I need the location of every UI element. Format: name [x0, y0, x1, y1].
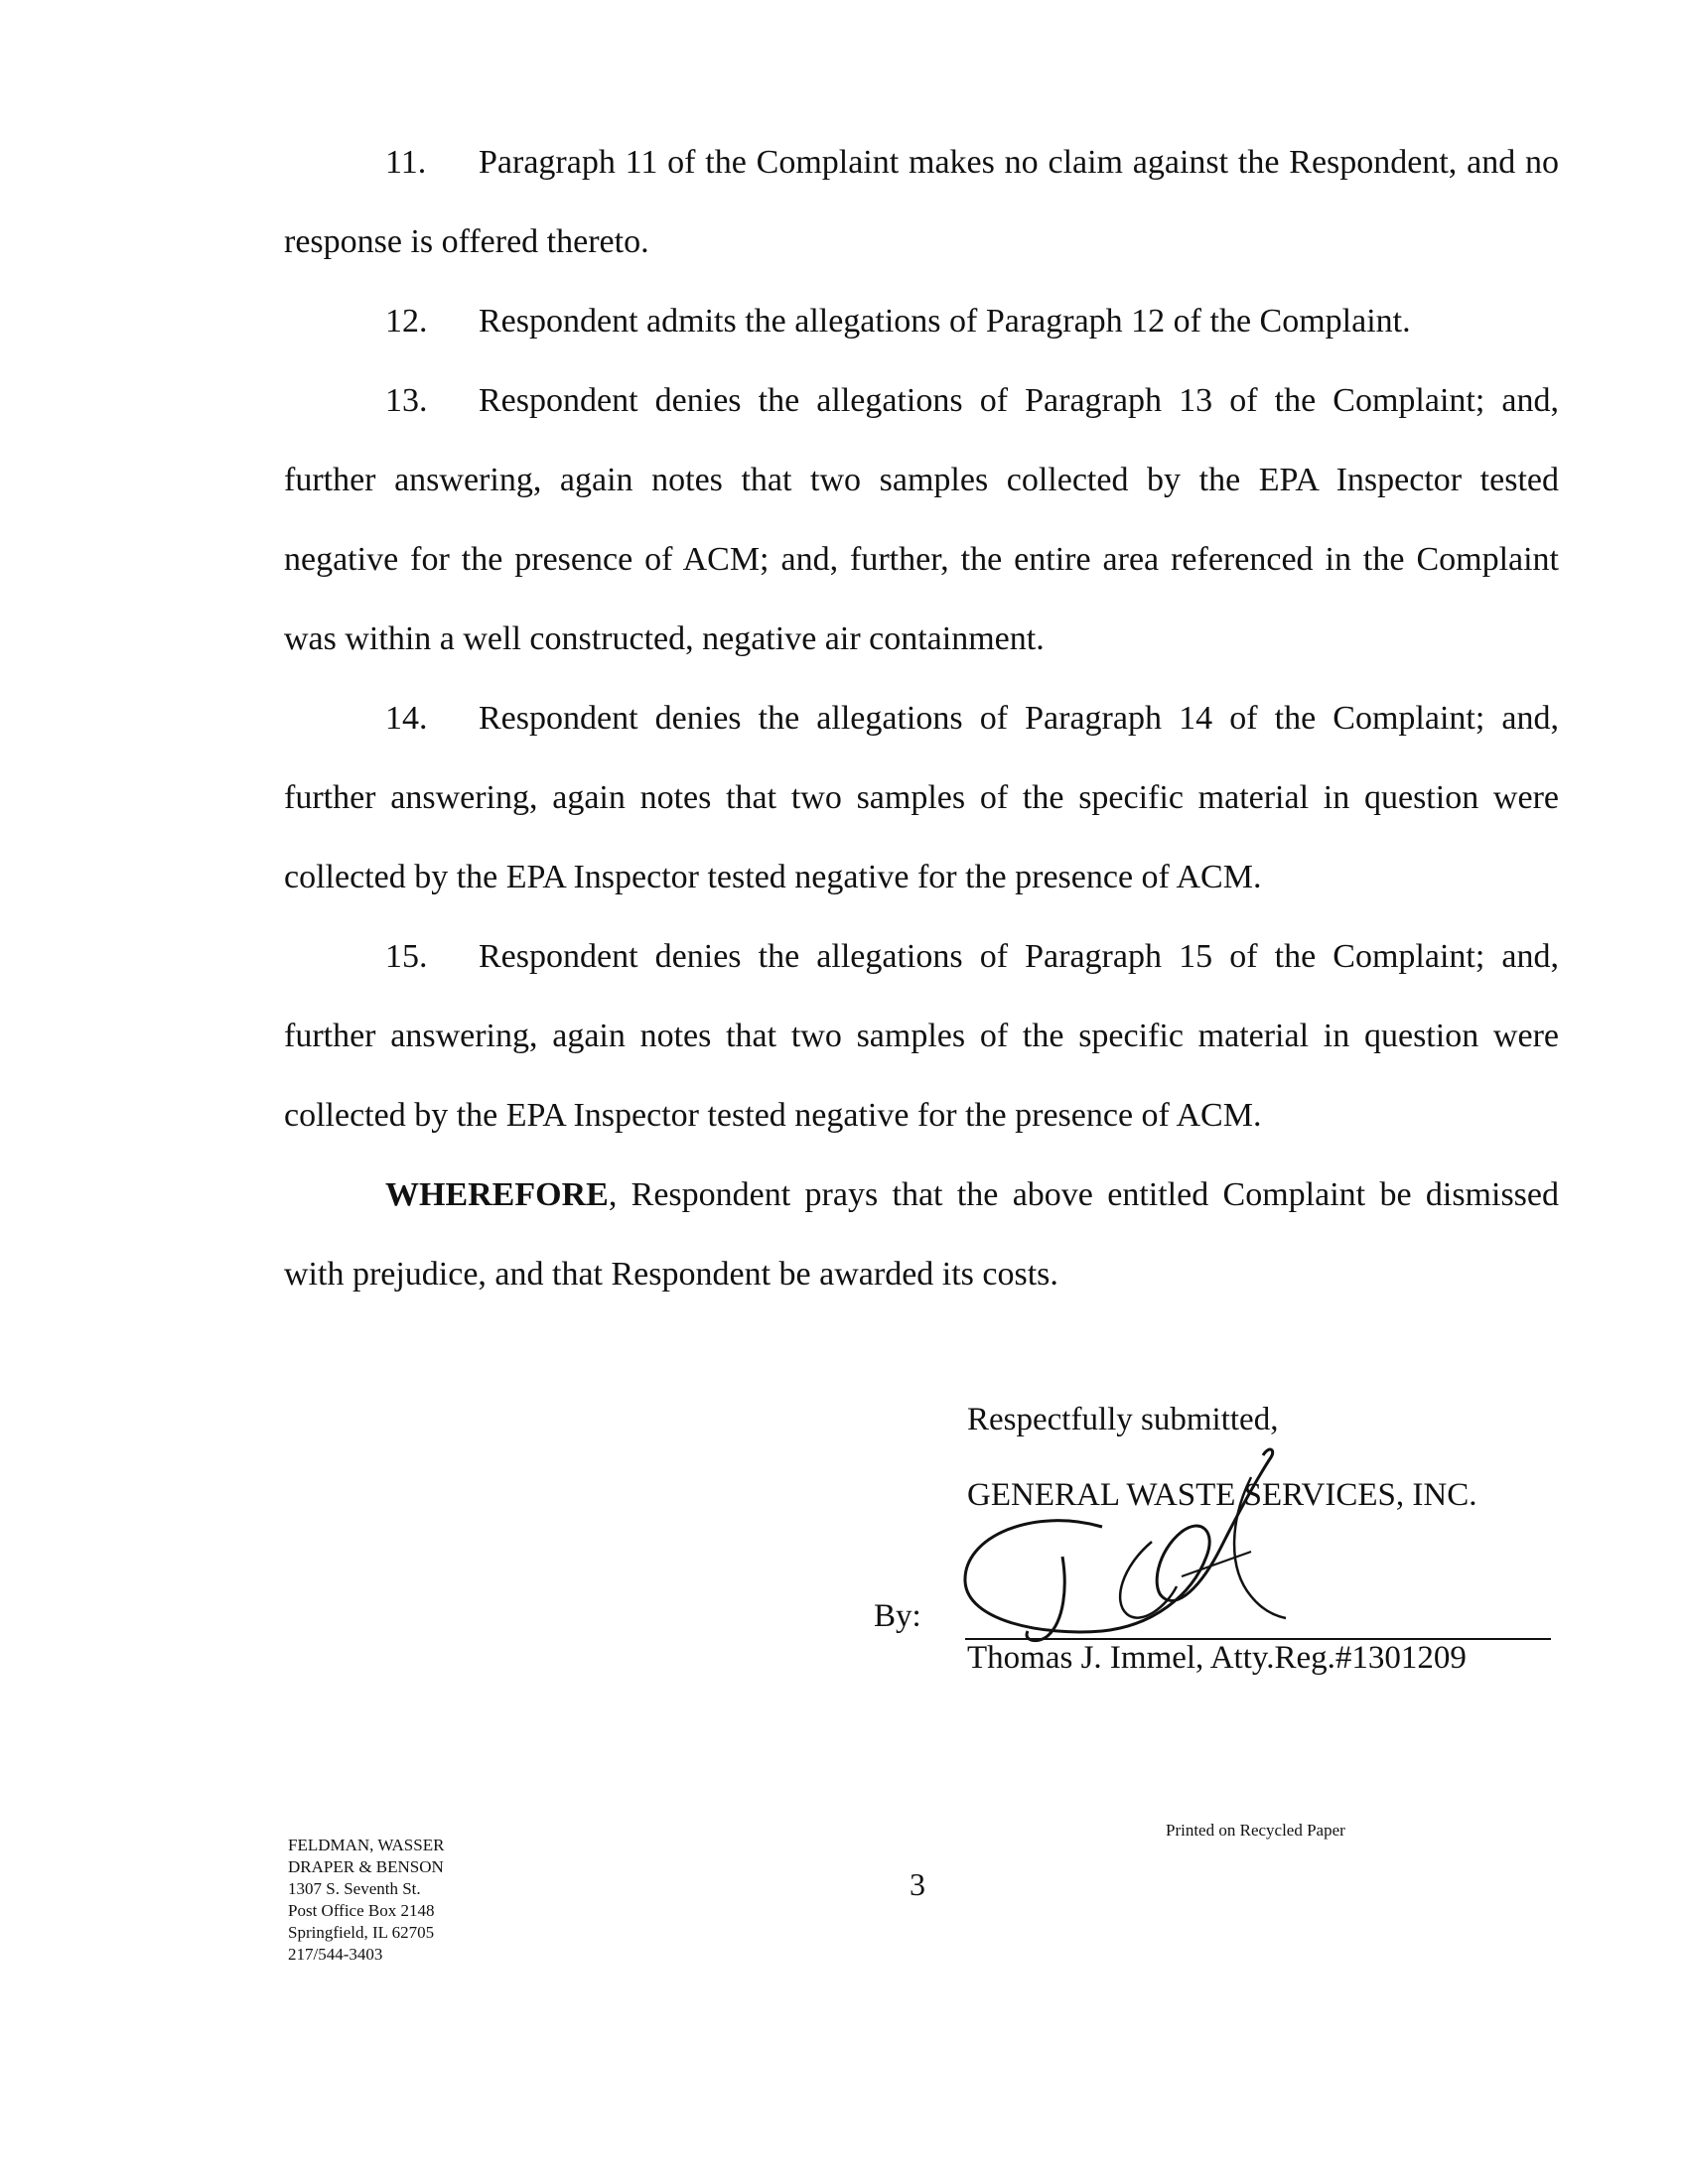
paragraph-text: Respondent admits the allegations of Paragraph 12 of the Complaint. [479, 303, 1411, 340]
recycled-paper-note: Printed on Recycled Paper [1166, 1821, 1345, 1840]
paragraph-text: Respondent denies the allegations of Paragraph 15 of the Complaint; and, further answering, again notes that two samples of the specific material in question were collected by the EPA Inspector tested negative for the presence of ACM. [284, 938, 1559, 1134]
firm-line: 1307 S. Seventh St. [288, 1879, 421, 1898]
paragraph-number: 13. [385, 382, 428, 419]
page-number: 3 [910, 1866, 925, 1902]
company-name: GENERAL WASTE SERVICES, INC. [967, 1477, 1477, 1513]
firm-line: Post Office Box 2148 [288, 1901, 435, 1920]
paragraph-15 [284, 917, 1559, 1156]
paragraph-text: Paragraph 11 of the Complaint makes no claim against the Respondent, and no response is offered thereto. [284, 144, 1559, 260]
wherefore-text: , Respondent prays that the above entitled Complaint be dismissed with prejudice, and that Respondent be awarded its costs. [284, 1176, 1559, 1293]
closing-text: Respectfully submitted, [967, 1402, 1279, 1437]
paragraph-number: 15. [385, 938, 428, 975]
answer-body [284, 123, 1559, 1314]
firm-line: FELDMAN, WASSER [288, 1836, 445, 1854]
paragraph-text: Respondent denies the allegations of Paragraph 14 of the Complaint; and, further answering, again notes that two samples of the specific material in question were collected by the EPA Inspector tested negative for the presence of ACM. [284, 700, 1559, 895]
paragraph-14 [284, 679, 1559, 917]
paragraph-11 [284, 123, 1559, 282]
paragraph-number: 11. [385, 144, 427, 181]
wherefore-clause [284, 1156, 1559, 1314]
firm-line: Springfield, IL 62705 [288, 1923, 435, 1942]
paragraph-number: 12. [385, 303, 428, 340]
paragraph-text: Respondent denies the allegations of Paragraph 13 of the Complaint; and, further answering, again notes that two samples collected by the EPA Inspector tested negative for the presence of ACM; and, further, the entire area referenced in the Complaint was within a well constructed, negative air containment. [284, 382, 1559, 657]
handwritten-signature [953, 1437, 1331, 1656]
paragraph-12 [284, 282, 1559, 361]
paragraph-number: 14. [385, 700, 428, 737]
firm-address-block [288, 1835, 444, 1966]
wherefore-lead: WHEREFORE [385, 1176, 609, 1213]
by-label: By: [874, 1598, 921, 1634]
firm-line: 217/544-3403 [288, 1945, 383, 1964]
firm-line: DRAPER & BENSON [288, 1857, 444, 1876]
signer-name: Thomas J. Immel, Atty.Reg.#1301209 [967, 1640, 1467, 1676]
paragraph-13 [284, 361, 1559, 679]
